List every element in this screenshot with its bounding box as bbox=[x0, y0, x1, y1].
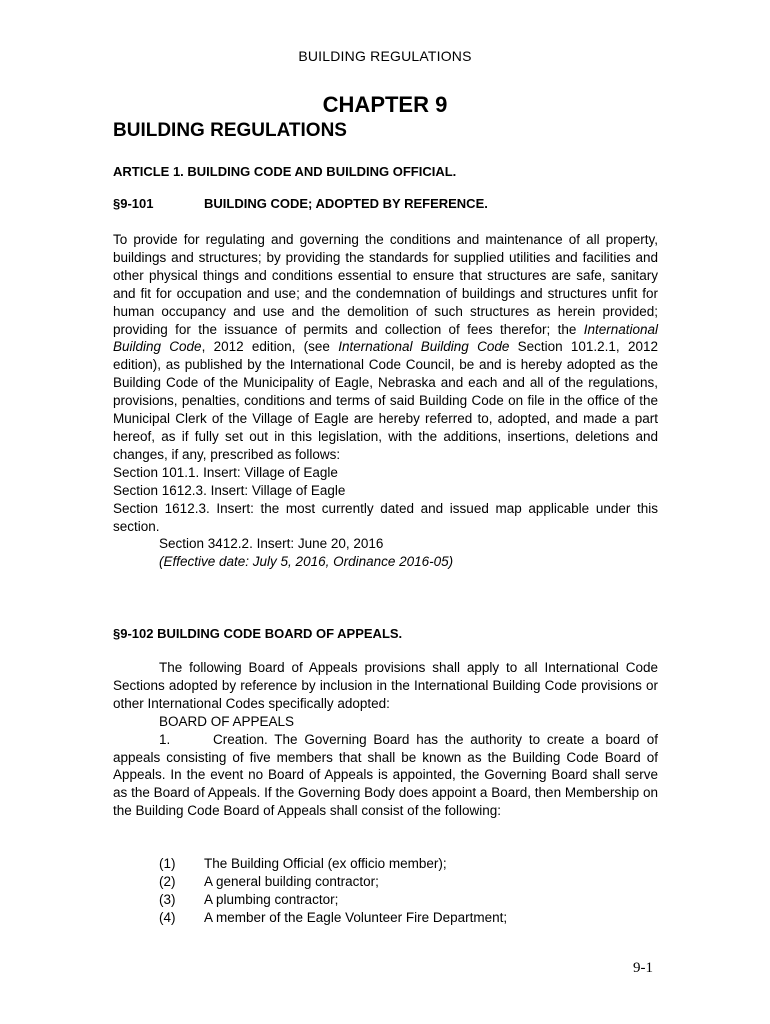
running-header: BUILDING REGULATIONS bbox=[298, 48, 472, 64]
board-label: BOARD OF APPEALS bbox=[159, 713, 295, 729]
section-9-101-body bbox=[113, 231, 658, 571]
list-marker: (3) bbox=[159, 891, 176, 907]
list-marker: (4) bbox=[159, 909, 176, 925]
paragraph-text: To provide for regulating and governing the conditions and maintenance of all property, buildings and structures; by providing the standards for supplied utilities and facilities and other physical things and conditions essential to ensure that structures are safe, sanitary and fit for occupation and use; and the condemnation of buildings and structures unfit for human occupancy and use and the demolition of such structures as herein provided; providing for the issuance of permits and collection of fees therefor; the bbox=[113, 232, 658, 337]
creation-number: 1. bbox=[159, 731, 171, 747]
chapter-subtitle: BUILDING REGULATIONS bbox=[113, 120, 347, 141]
list-item bbox=[159, 909, 507, 927]
paragraph-text: , 2012 edition, (see bbox=[201, 339, 339, 355]
insertion-line: Section 3412.2. Insert: June 20, 2016 bbox=[159, 536, 384, 552]
insertion-line: Section 1612.3. Insert: the most currently dated and issued map applicable under this section. bbox=[113, 500, 658, 534]
section-title: BUILDING CODE; ADOPTED BY REFERENCE. bbox=[204, 196, 488, 211]
list-item-text: A plumbing contractor; bbox=[204, 891, 339, 907]
section-heading-9-102: §9-102 BUILDING CODE BOARD OF APPEALS. bbox=[113, 626, 403, 641]
creation-text: Creation. The Governing Board has the authority to create a board of appeals consisting of five members that shall be known as the Building Code Board of Appeals. In the event no Board of Appeals is appointed, the Governing Board shall serve as the Board of Appeals. If the Governing Body does appoint a Board, then Membership on the Building Code Board of Appeals shall consist of the following: bbox=[113, 731, 658, 819]
paragraph-text: Section 101.2.1, 2012 edition), as published by the International Code Council, be and is hereby adopted as the Building Code of the Municipality of Eagle, Nebraska and each and all of the regulations, provisions, penalties, conditions and terms of said Building Code on file in the office of the Municipal Clerk of the Village of Eagle are hereby referred to, adopted, and made a part hereof, as if fully set out in this legislation, with the additions, insertions, deletions and changes, if any, prescribed as follows: bbox=[113, 339, 658, 462]
adoption-paragraph bbox=[113, 231, 658, 464]
code-title: International Building Code bbox=[338, 339, 510, 355]
list-marker: (2) bbox=[159, 873, 176, 889]
section-9-102-body bbox=[113, 659, 658, 820]
list-item-text: A member of the Eagle Volunteer Fire Department; bbox=[204, 909, 508, 925]
list-item-text: A general building contractor; bbox=[204, 873, 379, 889]
creation-paragraph bbox=[113, 731, 658, 821]
list-item bbox=[159, 855, 507, 873]
board-members-list bbox=[159, 855, 507, 927]
section-number: §9-101 bbox=[113, 196, 154, 211]
insertion-line: Section 101.1. Insert: Village of Eagle bbox=[113, 464, 338, 480]
list-item bbox=[159, 891, 507, 909]
list-item-text: The Building Official (ex officio member); bbox=[204, 856, 447, 871]
board-intro-paragraph: The following Board of Appeals provisions shall apply to all International Code Sections adopted by reference by inclusion in the International Building Code provisions or other International Codes specifically adopted: bbox=[113, 660, 658, 711]
code-title: International Building Code bbox=[113, 321, 658, 355]
effective-date-note: (Effective date: July 5, 2016, Ordinance 2016-05) bbox=[159, 554, 454, 570]
section-heading-9-101 bbox=[113, 196, 488, 211]
insertion-line: Section 1612.3. Insert: Village of Eagle bbox=[113, 482, 346, 498]
page-number: 9-1 bbox=[633, 960, 653, 976]
chapter-title: CHAPTER 9 bbox=[322, 92, 448, 117]
article-heading: ARTICLE 1. BUILDING CODE AND BUILDING OFFICIAL. bbox=[113, 164, 457, 179]
list-item bbox=[159, 873, 507, 891]
list-marker: (1) bbox=[159, 856, 176, 871]
